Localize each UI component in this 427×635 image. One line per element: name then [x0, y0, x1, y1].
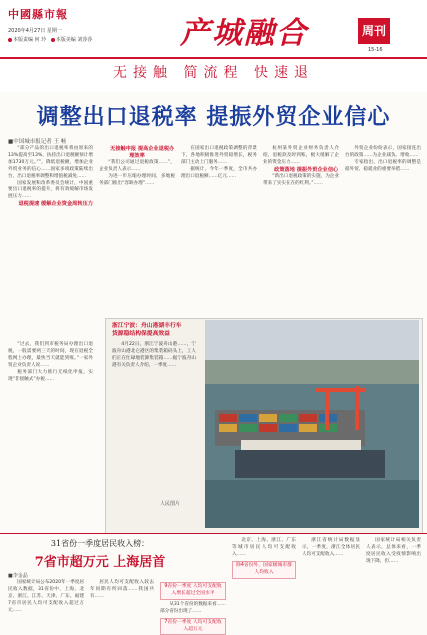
weekly-badge: 周刊 — [358, 18, 390, 44]
designer-name: 本版美编 刘莎莎 — [55, 37, 93, 43]
article-column — [345, 146, 421, 316]
bottom-kicker: 31省份一季度居民收入榜： — [50, 539, 150, 548]
newspaper-logo: 中國縣市報 — [8, 8, 68, 21]
article-column — [160, 580, 226, 632]
bullet-icon — [8, 38, 12, 42]
article-column — [90, 580, 154, 620]
subheading: 政策落地 提振外贸企业信心 — [274, 166, 339, 173]
paragraph: 国家统计局公布2020年一季度居民收入数据，31省份中，上海、北京、浙江、江苏、天津、广东、福建7省市居民人均可支配收入超过万元…… — [8, 580, 85, 613]
slogan: 无接触 简流程 快速退 — [113, 65, 314, 81]
paragraph: 专家指出，出口退税率的调整是稳外贸、稳就业的重要举措…… — [345, 159, 421, 172]
divider — [0, 57, 427, 59]
paragraph: 4月22日，浙江宁波舟山港……，宁波舟山港北仑港区的集装箱码头上，工人们正在忙碌地装卸集装箱……据宁波舟山港有关负责人介绍，一季度…… — [112, 342, 196, 368]
highlight-box: 7省份一季度 人均可支配收入超万元 — [160, 618, 226, 635]
highlight-box: 除4省份外，国家级城市群人均收入 — [232, 561, 296, 579]
photo-credit: 人民图片 — [160, 501, 181, 507]
subheading: 退税提速 缓解企业资金周转压力 — [18, 201, 93, 208]
dateline: 2020年4月27日 星期一 — [8, 28, 62, 34]
byline: ■中国城市报记者 王 畅 — [8, 139, 67, 145]
article-column — [8, 146, 93, 336]
paragraph: 浙江省统计局数据显示，一季度，浙江全体居民人均可支配收入…… — [302, 538, 360, 557]
paragraph: 从31个省份的数据来看……部分省份出现了…… — [160, 601, 226, 614]
highlight-box: 9省份一季度 人均可支配收入增长超过全国水平 — [160, 582, 226, 600]
article-column — [302, 538, 360, 620]
divider — [0, 533, 427, 534]
paragraph: 杭州某外贸企业财务负责人介绍，退税款及时到账，极大缓解了企业的资金压力…… — [263, 146, 339, 165]
editor-info — [8, 36, 92, 43]
paragraph: 居民人均可支配收入较去年同期有所回落……我国共有…… — [90, 580, 154, 599]
paragraph: 据统计，今年一季度，全市共办理出口退税额……亿元…… — [181, 166, 257, 179]
editor-name: 本版责编 何 玲 — [13, 37, 47, 43]
article-column — [366, 538, 421, 620]
paragraph: 在国家出口退税政策调整的背景下，各地积极推进外贸稳增长，税务部门主动上门服务…… — [181, 146, 257, 165]
article-column — [263, 146, 339, 316]
paragraph: 税务部门大力推行无纸化申报，实现“非接触式”办税…… — [8, 369, 93, 382]
bottom-headline: 7省市超万元 上海居首 — [34, 555, 166, 570]
paragraph: “过去，我们到市税务局办理出口退税，一般需要两三天的时间，现在退税全程网上办理，最快当天就能到账。”一家外贸企业负责人说…… — [8, 342, 93, 368]
article-column — [181, 146, 257, 316]
paragraph: 外贸企业纷纷表示，国家接连出台的政策……为企业减负、增收…… — [345, 146, 421, 158]
paragraph: 国家发展和改革委员会统计，中国重要出口退税率的提升，将有效缓解市场发展压力…… — [8, 180, 93, 200]
article-column — [8, 580, 84, 620]
bullet-icon — [51, 38, 55, 42]
paragraph: “新出口退税政策的实施，为企业带来了实实在在的红利。”…… — [263, 173, 339, 186]
paragraph: “我们公司通过退税政策……”，企业负责人表示…… — [99, 159, 175, 172]
paragraph: 为进一步压缩办理时间，多地税务部门推出“容缺办理”…… — [99, 173, 175, 186]
article-column — [99, 146, 175, 316]
paragraph: 国家统计局相关负责人表示，总体来看，一季度居民收入受疫情影响出现下降，但…… — [366, 538, 421, 564]
photo-feature-text — [112, 342, 196, 498]
article-column — [232, 538, 296, 620]
harbor-image — [205, 320, 419, 528]
port-photo — [205, 320, 419, 528]
bottom-byline: ■李金晶 — [8, 573, 28, 579]
section-title: 产城融合 — [180, 16, 308, 51]
main-headline: 调整出口退税率 提振外贸企业信心 — [36, 104, 391, 130]
page-range: 15-16 — [368, 47, 383, 53]
paragraph: 北京、上海、浙江、广东等城市居民人均可支配收入…… — [232, 538, 296, 557]
paragraph: “部分产品的出口退税率将由原来的13%提高至13%，扶持出口退税额预计增加1730万元。””，降低退税额，增加企业外贸业务的信心……国家多项政策陆续出台，出口退税率调整和增值税减免…… — [8, 146, 93, 179]
subheading: 无接触申报 提高企业退税办理效率 — [110, 146, 175, 159]
photo-feature-title: 浙江宁波：舟山港湖丰行车 货源稳结构保提高效益 — [112, 323, 182, 337]
article-column — [8, 342, 93, 528]
